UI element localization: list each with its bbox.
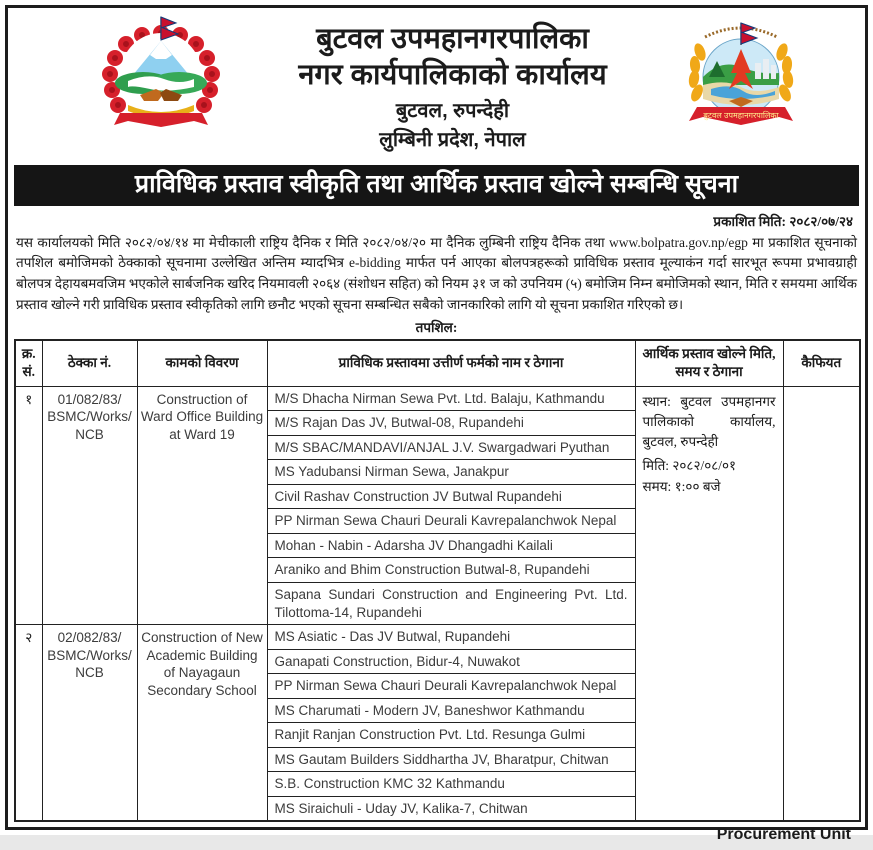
opening-location: स्थान: बुटवल उपमहानगर पालिकाको कार्यालय, बुटवल, रुपन्देही — [642, 393, 776, 450]
header-qualified-firms: प्राविधिक प्रस्तावमा उत्तीर्ण फर्मको नाम र ठेगाना — [267, 340, 635, 386]
signature-block: Procurement Unit — [716, 826, 851, 844]
firm-name: Ranjit Ranjan Construction Pvt. Ltd. Resunga Gulmi — [267, 723, 635, 748]
table-row — [15, 386, 860, 411]
office-location: बुटवल, रुपन्देही — [395, 99, 510, 122]
work-description: Construction of Ward Office Building at Ward 19 — [137, 386, 267, 624]
firm-name: Ganapati Construction, Bidur-4, Nuwakot — [267, 649, 635, 674]
firm-name: M/S Rajan Das JV, Butwal-08, Rupandehi — [267, 411, 635, 436]
firm-name: PP Nirman Sewa Chauri Deurali Kavrepalanchwok Nepal — [267, 674, 635, 699]
header-serial: क्र. सं. — [15, 340, 42, 386]
firm-name: M/S Dhacha Nirman Sewa Pvt. Ltd. Balaju, Kathmandu — [267, 386, 635, 411]
logo-ribbon-text: बुटवल उपमहानगरपालिका — [703, 111, 779, 120]
firm-name: M/S SBAC/MANDAVI/ANJAL J.V. Swargadwari Pyuthan — [267, 435, 635, 460]
firm-name: MS Siraichuli - Uday JV, Kalika-7, Chitwan — [267, 796, 635, 821]
firm-name: MS Gautam Builders Siddhartha JV, Bharatpur, Chitwan — [267, 747, 635, 772]
firm-name: MS Asiatic - Das JV Butwal, Rupandehi — [267, 625, 635, 650]
firm-name: Araniko and Bhim Construction Butwal-8, Rupandehi — [267, 558, 635, 583]
butwal-municipality-icon — [681, 15, 801, 147]
firm-name: Civil Rashav Construction JV Butwal Rupandehi — [267, 484, 635, 509]
firm-name: MS Yadubansi Nirman Sewa, Janakpur — [267, 460, 635, 485]
header-opening-info: आर्थिक प्रस्ताव खोल्ने मिति, समय र ठेगाना — [635, 340, 783, 386]
contracts-tbody — [15, 386, 860, 821]
firm-name: Sapana Sundari Construction and Engineering Pvt. Ltd. Tilottoma-14, Rupandehi — [267, 583, 635, 625]
page-frame — [5, 5, 868, 844]
firm-name: MS Charumati - Modern JV, Baneshwor Kathmandu — [267, 698, 635, 723]
nepal-coat-of-arms-icon — [98, 15, 224, 143]
header — [14, 15, 859, 155]
header-remarks: कैफियत — [783, 340, 860, 386]
notice-title: प्राविधिक प्रस्ताव स्वीकृति तथा आर्थिक प्रस्ताव खोल्ने सम्बन्धि सूचना — [134, 169, 739, 198]
work-description: Construction of New Academic Building of Nayagaun Secondary School — [137, 625, 267, 822]
notice-title-banner — [14, 165, 859, 206]
firm-name: PP Nirman Sewa Chauri Deurali Kavrepalanchwok Nepal — [267, 509, 635, 534]
contract-number: 01/​082/​83/​BSMC/​Works/​NCB — [42, 386, 137, 624]
header-work-description: कामको विवरण — [137, 340, 267, 386]
serial-number: १ — [15, 386, 42, 624]
nepal-coat-of-arms-logo — [98, 15, 224, 148]
butwal-municipality-logo — [681, 15, 801, 152]
header-contract-no: ठेक्का नं. — [42, 340, 137, 386]
notice-body: यस कार्यालयको मिति २०८२/०४/१४ मा मेचीकाली राष्ट्रिय दैनिक र मिति २०८२/०४/२० मा दैनिक लुम्बिनी राष्ट्रिय दैनिक तथा www.bolpatra.gov.np/egp मा प्रकाशित सूचनाको तपशिल बमोजिमको ठेक्काको सूचनामा उल्लेखित अन्तिम म्यादभित्र e-bidding मार्फत पर्न आएका बोलपत्रहरूको प्राविधिक प्रस्ताव मूल्याकंन गर्दा सारभूत रूपमा प्रभावग्राही बोलपत्र देहायबमवजिम भएकोले सार्बजनिक खरिद नियमावली २०६४ (संशोधन सहित) को नियम ३१ ज को उपनियम (५) बमोजिम निम्न बमोजिमको स्थान, मिति र समयमा आर्थिक प्रस्ताव खोल्ने गरी प्राविधिक प्रस्ताव स्वीकृतिको लागि छनौट भएको सूचना सम्बन्धित सबैको जानकारिको लागि यो सूचना प्रकाशित गरिएको छ। — [16, 234, 857, 313]
office-province: लुम्बिनी प्रदेश, नेपाल — [379, 128, 526, 151]
firm-name: S.B. Construction KMC 32 Kathmandu — [267, 772, 635, 797]
letterhead — [224, 15, 681, 155]
firm-name: Mohan - Nabin - Adarsha JV Dhangadhi Kailali — [267, 533, 635, 558]
published-date: प्रकाशित मिति: २०८२/०७/२४ — [713, 213, 853, 229]
table-header-row — [15, 340, 860, 386]
opening-info — [635, 386, 783, 821]
contracts-table — [14, 339, 861, 822]
contract-number: 02/​082/​83/​BSMC/​Works/​NCB — [42, 625, 137, 822]
organization-name: बुटवल उपमहानगरपालिका — [316, 23, 589, 55]
opening-time: समय: १:०० बजे — [642, 478, 721, 494]
remarks — [783, 386, 860, 821]
opening-date: मिति: २०८२/०८/०१ — [642, 458, 737, 474]
details-label: तपशिल: — [415, 320, 458, 336]
office-name: नगर कार्यपालिकाको कार्यालय — [298, 59, 607, 92]
serial-number: २ — [15, 625, 42, 822]
